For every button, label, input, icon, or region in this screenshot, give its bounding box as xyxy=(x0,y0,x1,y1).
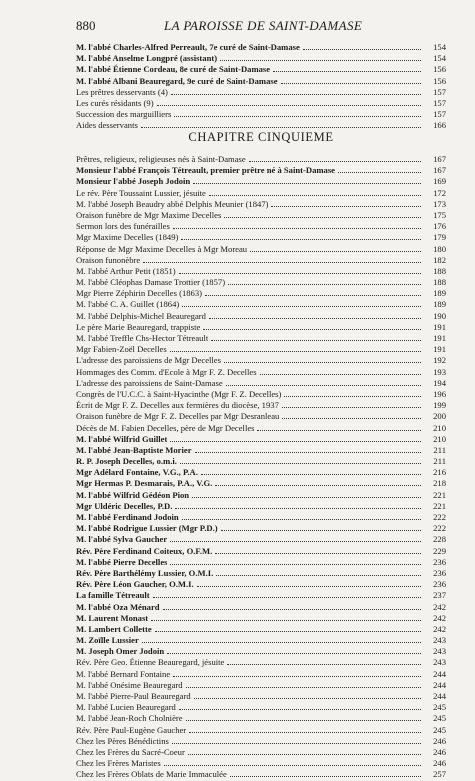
toc-entry-title: L'adresse des paroissiens de Mgr Decelles xyxy=(76,355,221,366)
toc-entry-page: 210 xyxy=(433,422,446,433)
toc-entry xyxy=(76,490,446,501)
dot-leader xyxy=(186,687,421,688)
toc-entry-title: Le père Marie Beauregard, trappiste xyxy=(76,321,201,332)
toc-entry-page: 246 xyxy=(433,746,446,757)
toc-entry-page: 211 xyxy=(433,456,446,467)
toc-entry-title: M. l'abbé Jean-Baptiste Morier xyxy=(76,444,192,455)
dot-leader xyxy=(271,206,421,207)
toc-entry xyxy=(76,713,446,724)
dot-leader xyxy=(188,754,421,755)
toc-entry-page: 194 xyxy=(433,377,446,388)
dot-leader xyxy=(228,284,421,285)
dot-leader xyxy=(216,575,421,576)
toc-entry xyxy=(76,613,446,624)
toc-entry-page: 211 xyxy=(433,444,446,455)
toc-entry xyxy=(76,557,446,568)
dot-leader xyxy=(192,497,421,498)
toc-entry-title: M. l'abbé Wilfrid Guillet xyxy=(76,433,168,444)
toc-entry-page: 193 xyxy=(433,366,446,377)
toc-entry-page: 236 xyxy=(433,567,446,578)
toc-entry-title: Réponse de Mgr Maxime Decelles à Mgr Moreau xyxy=(76,243,248,254)
toc-entry-page: 169 xyxy=(433,176,446,187)
toc-entry-page: 190 xyxy=(433,310,446,321)
toc-entry xyxy=(76,322,446,333)
toc-entry-title: M. Joseph Omer Jodoin xyxy=(76,646,165,657)
dot-leader xyxy=(153,597,421,598)
toc-entry xyxy=(76,299,446,310)
toc-entry xyxy=(76,736,446,747)
toc-entry-title: Chez les Pères Bénédictins xyxy=(76,735,169,746)
toc-entry-page: 221 xyxy=(433,500,446,511)
toc-entry-title: Monsieur l'abbé Joseph Jodoin xyxy=(76,176,191,187)
toc-entry-title: Mgr Maxime Decelles (1849) xyxy=(76,232,179,243)
toc-entry-page: 154 xyxy=(433,42,446,52)
toc-entry-title: M. l'abbé Jean-Roch Cholnière xyxy=(76,713,183,724)
toc-entry-title: M. l'abbé Sylva Gaucher xyxy=(76,534,168,545)
toc-entry-title: Rév. Père Léon Gaucher, O.M.I. xyxy=(76,579,194,590)
dot-leader xyxy=(164,765,421,766)
dot-leader xyxy=(171,94,421,95)
dot-leader xyxy=(170,541,421,542)
toc-entry xyxy=(76,456,446,467)
dot-leader xyxy=(281,83,421,84)
toc-entry xyxy=(76,53,446,64)
toc-entry-title: M. l'abbé Anselme Longpré (assistant) xyxy=(76,53,218,64)
toc-entry-title: Mgr Uldéric Decelles, P.D. xyxy=(76,500,173,511)
toc-entry-title: M. l'abbé Cléophas Damase Trottier (1857) xyxy=(76,277,226,288)
toc-entry-title: Sermon lors des funérailles xyxy=(76,221,170,232)
dot-leader xyxy=(143,262,421,263)
dot-leader xyxy=(197,586,421,587)
toc-entry-title: Monsieur l'abbé François Tétreault, premier prêtre né à Saint-Damase xyxy=(76,165,335,176)
toc-entry xyxy=(76,64,446,75)
dot-leader xyxy=(175,508,421,509)
toc-entry-page: 199 xyxy=(433,400,446,411)
toc-entry xyxy=(76,769,446,780)
dot-leader xyxy=(179,709,421,710)
dot-leader xyxy=(215,485,421,486)
toc-entry-title: Congrès de l'U.C.C. à Saint-Hyacinthe (Mgr F. Z. Decelles) xyxy=(76,388,282,399)
toc-entry-page: 229 xyxy=(433,545,446,556)
toc-entry xyxy=(76,478,446,489)
toc-entry xyxy=(76,109,446,120)
toc-entry-title: Les prêtres desservants (4) xyxy=(76,86,168,97)
toc-entry-title: Les curés résidants (9) xyxy=(76,97,154,108)
page-header xyxy=(76,18,446,34)
toc-entry-title: Rév. Père Paul-Eugène Gaucher xyxy=(76,724,187,735)
toc-entry-page: 243 xyxy=(433,646,446,657)
toc-entry-title: M. l'abbé Pierre-Paul Beauregard xyxy=(76,691,191,701)
dot-leader xyxy=(172,743,421,744)
toc-entry xyxy=(76,165,446,176)
toc-entry-page: 242 xyxy=(433,612,446,623)
toc-top-section xyxy=(76,42,446,132)
toc-entry-page: 166 xyxy=(433,120,446,131)
dot-leader xyxy=(194,698,421,699)
toc-entry-title: M. l'abbé Treffle Chs-Hector Tétreault xyxy=(76,333,209,343)
toc-entry-title: Chez les Frères Maristes xyxy=(76,758,161,769)
toc-entry-page: 191 xyxy=(433,344,446,355)
toc-entry-page: 188 xyxy=(433,265,446,276)
toc-entry-title: M. l'abbé Rodrigue Lussier (Mgr P.D.) xyxy=(76,523,218,534)
toc-entry xyxy=(76,87,446,98)
toc-entry-page: 176 xyxy=(433,221,446,232)
toc-entry-page: 228 xyxy=(433,534,446,545)
toc-entry-title: M. l'abbé Oza Ménard xyxy=(76,601,160,612)
dot-leader xyxy=(170,441,421,442)
toc-entry-page: 167 xyxy=(433,154,446,164)
toc-entry-title: Prêtres, religieux, religieuses nés à Saint-Damase xyxy=(76,154,246,164)
dot-leader xyxy=(282,407,421,408)
toc-entry-page: 243 xyxy=(433,635,446,646)
dot-leader xyxy=(224,362,421,363)
toc-entry-title: M. l'abbé Lucien Beauregard xyxy=(76,702,176,713)
toc-entry-page: 173 xyxy=(433,198,446,209)
toc-entry xyxy=(76,355,446,366)
toc-entry-title: Hommages des Comm. d'Ecole à Mgr F. Z. Decelles xyxy=(76,366,257,377)
toc-entry-page: 218 xyxy=(433,478,446,489)
toc-entry xyxy=(76,255,446,266)
toc-entry xyxy=(76,344,446,355)
dot-leader xyxy=(141,127,421,128)
toc-entry xyxy=(76,758,446,769)
toc-entry xyxy=(76,176,446,187)
toc-entry-page: 221 xyxy=(433,489,446,500)
dot-leader xyxy=(186,720,421,721)
dot-leader xyxy=(273,71,421,72)
dot-leader xyxy=(303,49,421,50)
dot-leader xyxy=(260,374,421,375)
dot-leader xyxy=(215,553,421,554)
toc-entry xyxy=(76,423,446,434)
toc-entry-page: 216 xyxy=(433,467,446,478)
dot-leader xyxy=(227,664,421,665)
dot-leader xyxy=(257,430,421,431)
toc-entry-page: 157 xyxy=(433,86,446,97)
toc-entry-page: 189 xyxy=(433,299,446,310)
toc-entry xyxy=(76,244,446,255)
toc-entry-page: 182 xyxy=(433,254,446,265)
toc-entry-page: 236 xyxy=(433,556,446,567)
toc-entry-title: Aides desservants xyxy=(76,120,138,131)
toc-entry xyxy=(76,523,446,534)
dot-leader xyxy=(181,239,421,240)
toc-entry xyxy=(76,76,446,87)
toc-entry-title: Mgr Pierre Zéphirin Decelles (1863) xyxy=(76,288,202,299)
dot-leader xyxy=(226,385,421,386)
dot-leader xyxy=(249,161,421,162)
toc-entry xyxy=(76,277,446,288)
toc-entry xyxy=(76,646,446,657)
dot-leader xyxy=(282,418,421,419)
toc-entry xyxy=(76,702,446,713)
dot-leader xyxy=(182,306,421,307)
dot-leader xyxy=(230,776,421,777)
toc-entry-title: Chez les Frères Oblats de Marie Immaculée xyxy=(76,769,227,780)
toc-entry-page: 245 xyxy=(433,702,446,713)
toc-entry xyxy=(76,657,446,668)
dot-leader xyxy=(189,732,421,733)
toc-entry-page: 244 xyxy=(433,691,446,701)
dot-leader xyxy=(163,609,421,610)
dot-leader xyxy=(338,172,421,173)
dot-leader xyxy=(193,183,421,184)
toc-entry-page: 189 xyxy=(433,288,446,299)
dot-leader xyxy=(195,452,421,453)
toc-entry xyxy=(76,590,446,601)
toc-entry-title: M. l'abbé Joseph Beaudry abbé Delphis Meunier (1847) xyxy=(76,198,269,209)
toc-entry-page: 257 xyxy=(433,769,446,780)
toc-entry xyxy=(76,188,446,199)
toc-entry xyxy=(76,378,446,389)
toc-entry-page: 245 xyxy=(433,724,446,735)
toc-entry xyxy=(76,635,446,646)
toc-entry xyxy=(76,333,446,344)
toc-entry xyxy=(76,154,446,165)
toc-entry-title: Chez les Frères du Sacré-Coeur xyxy=(76,746,185,757)
toc-entry xyxy=(76,411,446,422)
toc-entry-page: 237 xyxy=(433,590,446,601)
toc-entry-title: Mgr Adélard Fontaine, V.G., P.A. xyxy=(76,467,198,478)
dot-leader xyxy=(224,217,421,218)
toc-entry-title: M. l'abbé Bernard Fontaine xyxy=(76,668,171,679)
toc-entry-title: Oraison funonèbre xyxy=(76,254,141,265)
toc-entry-title: M. l'abbé Onésime Beauregard xyxy=(76,679,183,690)
dot-leader xyxy=(209,318,421,319)
toc-entry-title: L'adresse des paroissiens de Saint-Damase xyxy=(76,377,223,388)
toc-entry-page: 154 xyxy=(433,53,446,64)
page-number: 880 xyxy=(76,18,96,33)
toc-entry-page: 191 xyxy=(433,321,446,332)
toc-entry xyxy=(76,288,446,299)
dot-leader xyxy=(155,631,421,632)
toc-entry-title: Le rév. Père Toussaint Lussier, jésuite xyxy=(76,187,206,198)
toc-entry-title: Rév. Père Barthélémy Lussier, O.M.I. xyxy=(76,567,214,578)
toc-entry xyxy=(76,266,446,277)
dot-leader xyxy=(205,295,421,296)
running-title: LA PAROISSE DE SAINT-DAMASE xyxy=(164,18,363,33)
toc-entry-title: Mgr Hermas P. Desmarais, P.A., V.G. xyxy=(76,478,213,489)
toc-entry xyxy=(76,602,446,613)
toc-entry-page: 244 xyxy=(433,679,446,690)
toc-entry xyxy=(76,210,446,221)
toc-entry-title: M. l'abbé Delphis-Michel Beauregard xyxy=(76,310,206,321)
toc-entry-title: Mgr Fabien-Zoël Decelles xyxy=(76,344,167,355)
toc-entry xyxy=(76,367,446,378)
toc-entry-page: 243 xyxy=(433,657,446,668)
toc-main-section xyxy=(76,154,446,781)
toc-entry-page: 222 xyxy=(433,512,446,522)
toc-entry xyxy=(76,232,446,243)
toc-entry-page: 192 xyxy=(433,355,446,366)
dot-leader xyxy=(211,340,421,341)
dot-leader xyxy=(284,396,421,397)
toc-entry-page: 222 xyxy=(433,523,446,534)
toc-entry xyxy=(76,680,446,691)
toc-entry-page: 196 xyxy=(433,388,446,399)
toc-entry xyxy=(76,389,446,400)
dot-leader xyxy=(151,620,421,621)
toc-entry xyxy=(76,400,446,411)
dot-leader xyxy=(179,273,421,274)
chapter-heading: CHAPITRE CINQUIEME xyxy=(188,130,334,144)
dot-leader xyxy=(142,642,421,643)
dot-leader xyxy=(157,105,421,106)
toc-entry-page: 246 xyxy=(433,758,446,769)
toc-entry-page: 244 xyxy=(433,668,446,679)
dot-leader xyxy=(170,564,421,565)
toc-entry xyxy=(76,747,446,758)
dot-leader xyxy=(182,519,421,520)
toc-entry xyxy=(76,534,446,545)
toc-entry xyxy=(76,199,446,210)
toc-entry-page: 245 xyxy=(433,713,446,724)
toc-entry xyxy=(76,501,446,512)
toc-entry-title: M. l'abbé Arthur Petit (1851) xyxy=(76,265,176,276)
toc-entry xyxy=(76,42,446,53)
dot-leader xyxy=(174,116,421,117)
toc-entry xyxy=(76,434,446,445)
toc-entry xyxy=(76,221,446,232)
toc-entry-title: Écrit de Mgr F. Z. Decelles aux fermières du diocèse, 1937 xyxy=(76,400,279,411)
toc-entry-page: 242 xyxy=(433,623,446,634)
dot-leader xyxy=(250,251,421,252)
toc-entry-title: M. l'abbé Ferdinand Jodoin xyxy=(76,512,179,522)
toc-entry-page: 157 xyxy=(433,97,446,108)
toc-entry-page: 156 xyxy=(433,75,446,86)
toc-entry-title: Oraison funèbre de Mgr F. Z. Decelles par Mgr Desranleau xyxy=(76,411,280,422)
toc-entry-page: 172 xyxy=(433,187,446,198)
dot-leader xyxy=(203,329,421,330)
dot-leader xyxy=(221,530,421,531)
dot-leader xyxy=(173,228,421,229)
dot-leader xyxy=(209,195,421,196)
toc-entry-page: 191 xyxy=(433,333,446,343)
toc-entry-page: 200 xyxy=(433,411,446,422)
toc-entry-title: Rév. Père Ferdinand Coiteux, O.F.M. xyxy=(76,545,213,556)
toc-entry-title: M. l'abbé Étienne Cordeau, 8e curé de Saint-Damase xyxy=(76,64,271,75)
toc-entry-title: Décès de M. Fabien Decelles, père de Mgr Decelles xyxy=(76,422,255,433)
dot-leader xyxy=(220,60,421,61)
toc-entry-page: 188 xyxy=(433,277,446,288)
toc-entry xyxy=(76,725,446,736)
toc-entry-page: 156 xyxy=(433,64,446,75)
dot-leader xyxy=(201,474,421,475)
toc-entry-title: M. l'abbé Wilfrid Gédéon Pion xyxy=(76,489,190,500)
toc-entry-title: M. l'abbé C. A. Guillet (1864) xyxy=(76,299,180,310)
toc-entry-page: 210 xyxy=(433,433,446,444)
toc-entry-page: 180 xyxy=(433,243,446,254)
toc-entry xyxy=(76,568,446,579)
dot-leader xyxy=(170,351,421,352)
toc-entry xyxy=(76,624,446,635)
toc-entry xyxy=(76,669,446,680)
toc-entry-title: R. P. Joseph Decelles, o.m.i. xyxy=(76,456,177,467)
dot-leader xyxy=(180,463,421,464)
toc-entry xyxy=(76,579,446,590)
toc-entry-page: 175 xyxy=(433,209,446,220)
toc-entry xyxy=(76,445,446,456)
toc-entry-title: La famille Tétreault xyxy=(76,590,150,601)
toc-entry-page: 246 xyxy=(433,735,446,746)
toc-entry xyxy=(76,467,446,478)
toc-entry xyxy=(76,311,446,322)
toc-entry xyxy=(76,512,446,523)
toc-entry-page: 236 xyxy=(433,579,446,590)
dot-leader xyxy=(167,653,421,654)
toc-entry xyxy=(76,546,446,557)
toc-entry-title: M. l'abbé Pierre Decelles xyxy=(76,556,168,567)
toc-entry-page: 157 xyxy=(433,109,446,120)
toc-entry-title: Rév. Père Geo. Étienne Beauregard, jésuite xyxy=(76,657,225,668)
toc-entry-title: M. Laurent Monast xyxy=(76,612,149,623)
toc-entry-title: M. l'abbé Charles-Alfred Perreault, 7e curé de Saint-Damase xyxy=(76,42,300,52)
toc-entry-page: 242 xyxy=(433,601,446,612)
toc-entry-page: 179 xyxy=(433,232,446,243)
toc-entry-title: M. Lambert Collette xyxy=(76,623,152,634)
toc-entry-title: M. Zoïlle Lussier xyxy=(76,635,139,646)
dot-leader xyxy=(173,676,421,677)
toc-entry-page: 167 xyxy=(433,165,446,176)
toc-entry-title: Oraison funèbre de Mgr Maxime Decelles xyxy=(76,209,222,220)
toc-entry-title: Succession des marguilliers xyxy=(76,109,172,120)
toc-entry-title: M. l'abbé Albani Beauregard, 9e curé de Saint-Damase xyxy=(76,75,278,86)
toc-entry xyxy=(76,98,446,109)
